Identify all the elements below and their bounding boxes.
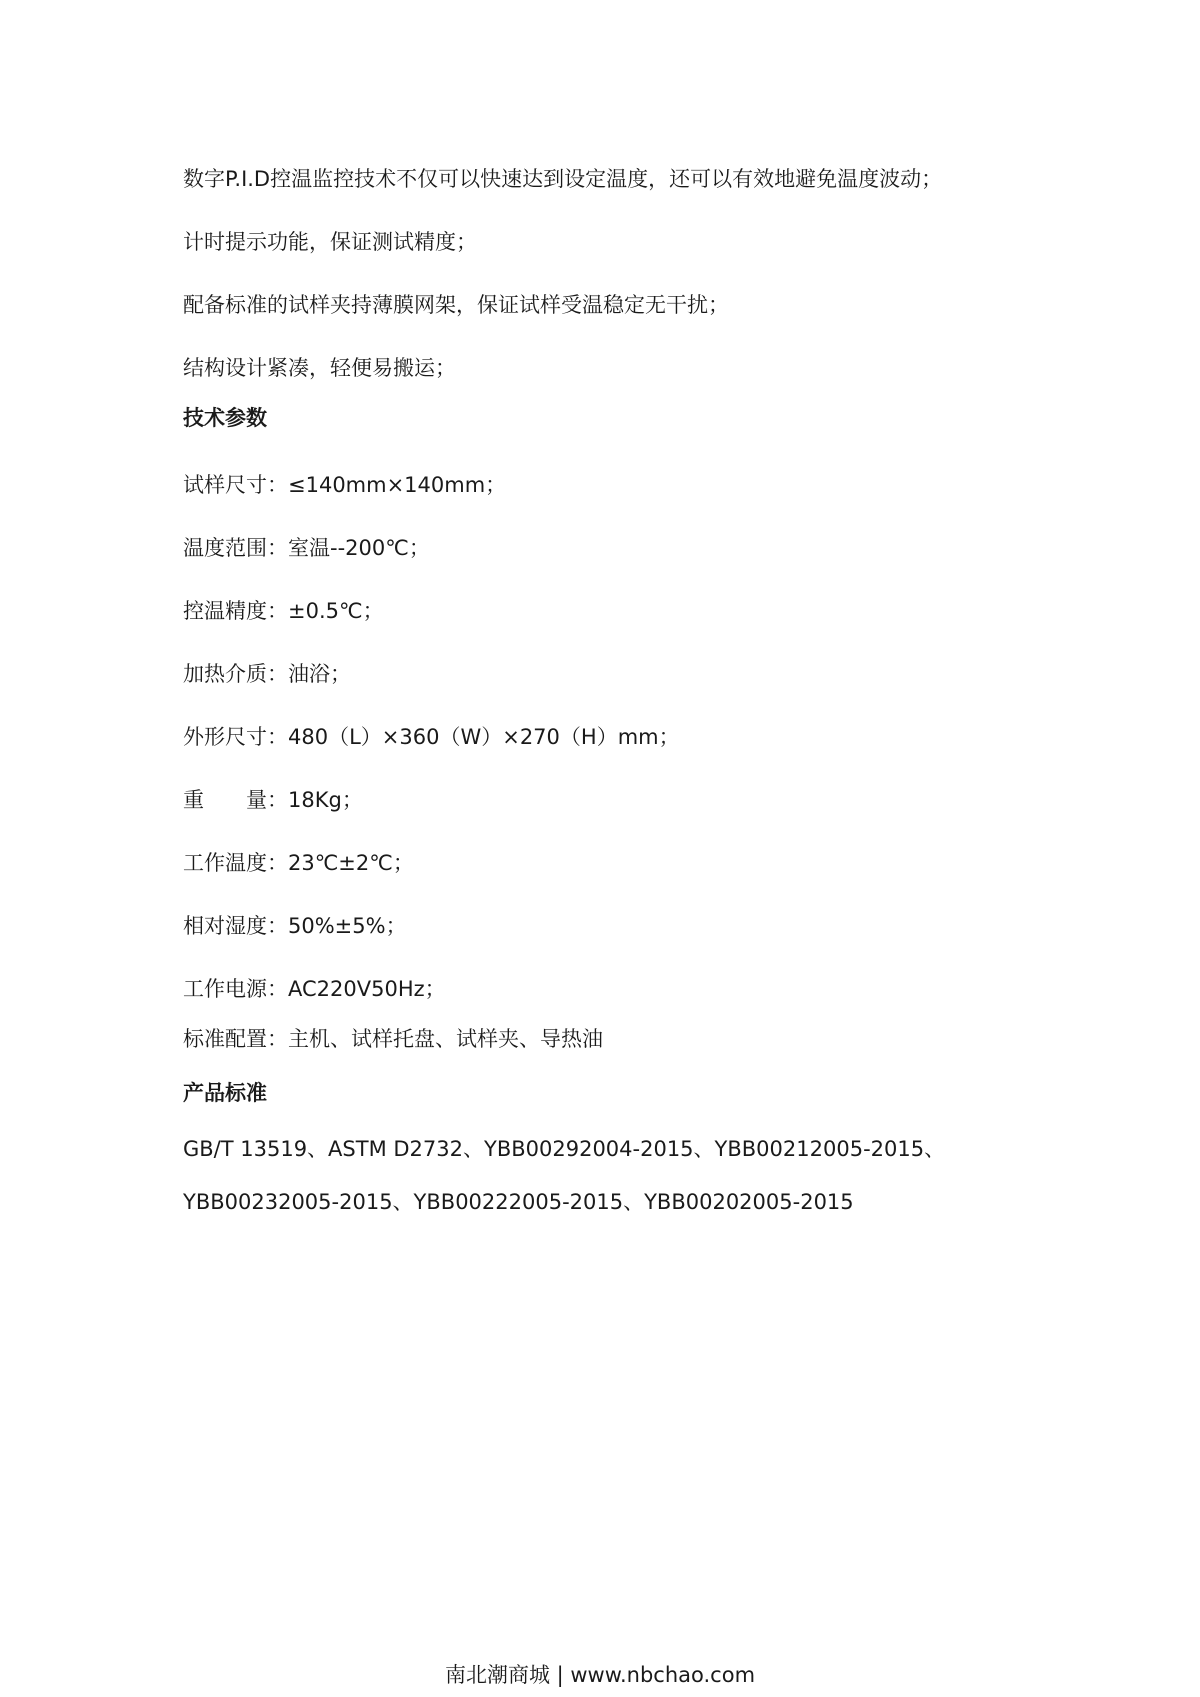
standards-line: YBB00232005-2015、YBB00222005-2015、YBB00202005-2015 <box>183 1190 854 1214</box>
feature-line: 结构设计紧凑，轻便易搬运； <box>183 356 456 380</box>
spec-line: 标准配置：主机、试样托盘、试样夹、导热油 <box>183 1027 603 1051</box>
standards-heading: 产品标准 <box>183 1081 267 1105</box>
spec-line: 试样尺寸：≤140mm×140mm； <box>183 473 507 497</box>
feature-line: 计时提示功能，保证测试精度； <box>183 230 477 254</box>
spec-line: 外形尺寸：480（L）×360（W）×270（H）mm； <box>183 725 680 749</box>
tech-params-heading: 技术参数 <box>183 406 267 430</box>
spec-line: 温度范围：室温--200℃； <box>183 536 430 560</box>
spec-line: 重 量：18Kg； <box>183 788 363 812</box>
feature-line: 数字P.I.D控温监控技术不仅可以快速达到设定温度，还可以有效地避免温度波动； <box>183 167 943 191</box>
standards-line: GB/T 13519、ASTM D2732、YBB00292004-2015、YBB00212005-2015、 <box>183 1137 946 1161</box>
feature-line: 配备标准的试样夹持薄膜网架，保证试样受温稳定无干扰； <box>183 293 729 317</box>
spec-line: 工作电源：AC220V50Hz； <box>183 977 446 1001</box>
spec-line: 工作温度：23℃±2℃； <box>183 851 414 875</box>
spec-line: 加热介质：油浴； <box>183 662 351 686</box>
footer-text: 南北潮商城 | www.nbchao.com <box>444 1663 756 1687</box>
spec-line: 相对湿度：50%±5%； <box>183 914 407 938</box>
spec-line: 控温精度：±0.5℃； <box>183 599 384 623</box>
